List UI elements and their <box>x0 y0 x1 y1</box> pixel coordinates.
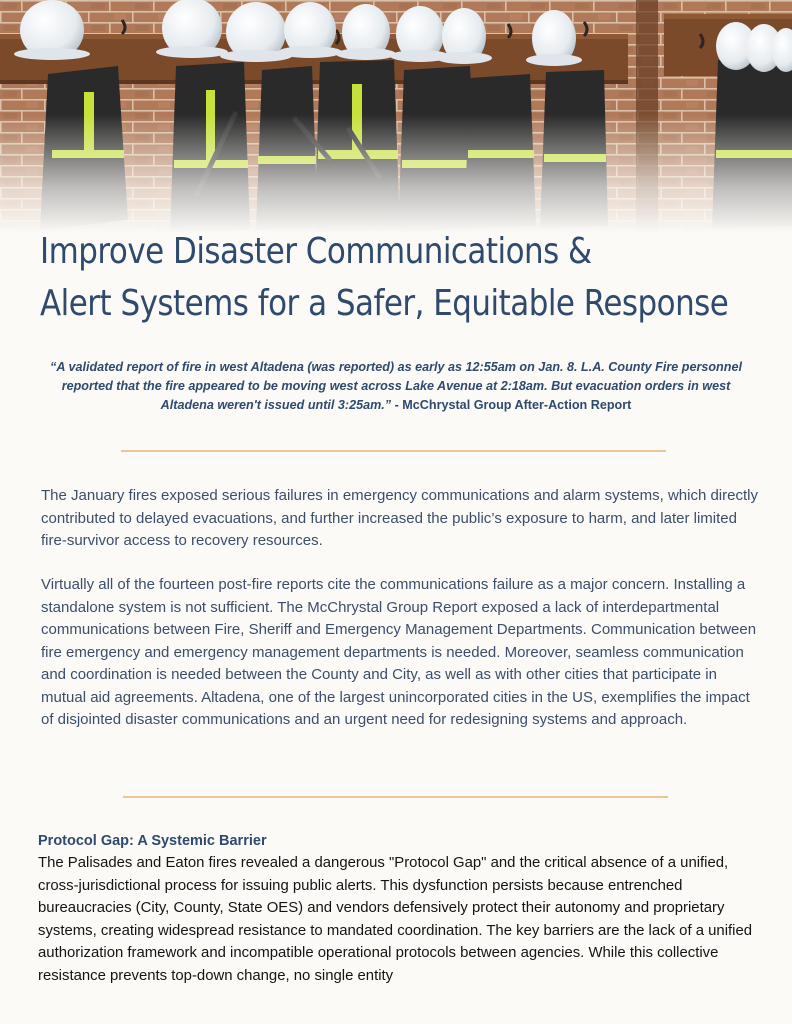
section-paragraph: The Palisades and Eaton fires revealed a dangerous "Protocol Gap" and the critical absence of a unified, cross-jurisdictional process for issuing public alerts. This dysfunction persists because entrenched bureaucracies (City, County, State OES) and vendors defensively protect their autonomy and proprietary systems, creating widespread resistance to mandated coordination. The key barriers are the lack of a unified authorization framework and incompatible operational protocols between agencies. While this collective resistance prevents top-down change, no single entity <box>38 855 753 984</box>
page-title <box>40 226 729 330</box>
page-title-line-1: Improve Disaster Communications & <box>40 231 592 272</box>
page-title-line-2: Alert Systems for a Safer, Equitable Response <box>40 283 729 324</box>
pull-quote <box>50 358 742 415</box>
pull-quote-attribution: - McChrystal Group After-Action Report <box>391 398 632 412</box>
reports-paragraph: Virtually all of the fourteen post-fire reports cite the communications failure as a major concern. Installing a standalone system is not sufficient. The McChrystal Group Report exposed a lack of interdepartmental communications between Fire, Sheriff and Emergency Management Departments. Communication between fire emergency and emergency management departments is needed. Moreover, seamless communication and coordination is needed between the County and City, as well as with other cities that participate in mutual aid agreements. Altadena, one of the largest unincorporated cities in the US, exemplifies the impact of disjointed disaster communications and an urgent need for redesigning systems and approach. <box>41 576 757 728</box>
pull-quote-text: “A validated report of fire in west Altadena (was reported) as early as 12:55am on Jan. 8. L.A. County Fire personnel reported that the fire appeared to be moving west across Lake Avenue at 2:18am. But evacuation orders in west Altadena weren't issued until 3:25am.” <box>50 360 742 412</box>
intro-paragraph: The January fires exposed serious failures in emergency communications and alarm systems, which directly contributed to delayed evacuations, and further increased the public’s exposure to harm, and later limited fire-survivor access to recovery resources. <box>41 487 758 549</box>
divider-bottom <box>123 796 668 798</box>
section-heading: Protocol Gap: A Systemic Barrier <box>38 833 267 849</box>
divider-top <box>121 450 666 452</box>
